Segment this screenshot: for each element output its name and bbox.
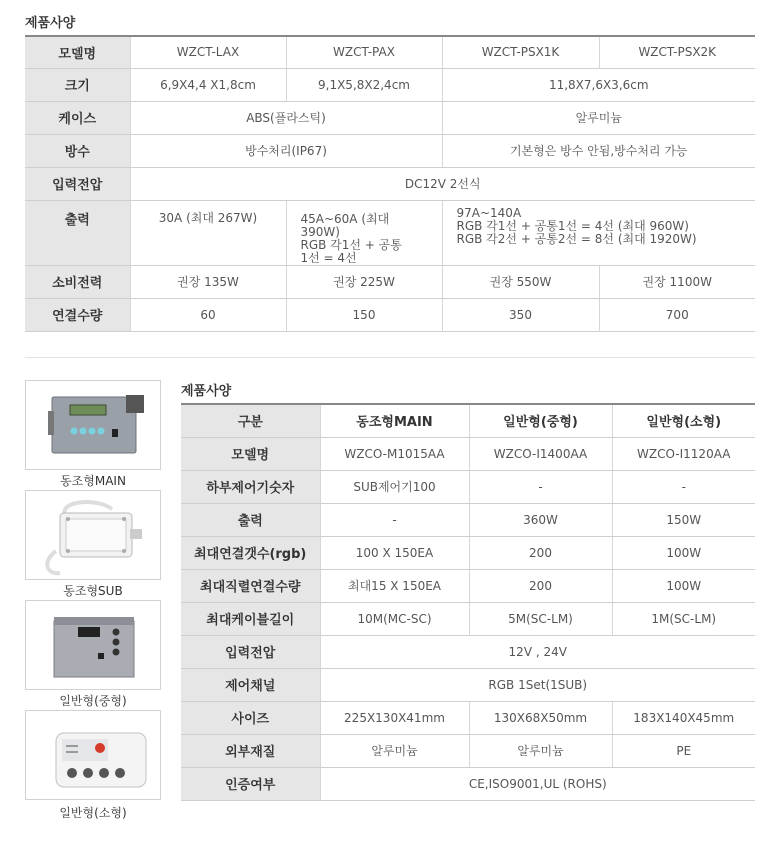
cell-waterproof-12: 방수처리(IP67) bbox=[130, 134, 442, 167]
cell-connect-3: 350 bbox=[442, 298, 599, 331]
label-output2: 출력 bbox=[181, 503, 320, 536]
header-main: 동조형MAIN bbox=[320, 404, 469, 437]
cell-output2-1: - bbox=[320, 503, 469, 536]
output-2-line-3: 1선 = 4선 bbox=[300, 250, 357, 265]
row-connect bbox=[25, 298, 755, 331]
label-channel: 제어채널 bbox=[181, 668, 320, 701]
output-34-line-3: RGB 각2선 + 공통2선 = 8선 (최대 1920W) bbox=[456, 231, 697, 246]
header-medium: 일반형(중형) bbox=[469, 404, 612, 437]
caption-small: 일반형(소형) bbox=[59, 806, 127, 820]
row-channel bbox=[181, 668, 755, 701]
cell-maxserial-1: 최대15 X 150EA bbox=[320, 569, 469, 602]
cell-voltage2-all: 12V , 24V bbox=[320, 635, 755, 668]
caption-main: 동조형MAIN bbox=[60, 474, 126, 488]
label-size: 크기 bbox=[25, 68, 130, 101]
cell-size-2: 9,1X5,8X2,4cm bbox=[286, 68, 442, 101]
cell-material-1: 알루미늄 bbox=[320, 734, 469, 767]
cell-size2-3: 183X140X45mm bbox=[612, 701, 755, 734]
output-34-line-2: RGB 각1선 + 공통1선 = 4선 (최대 960W) bbox=[456, 218, 689, 233]
cell-size-34: 11,8X7,6X3,6cm bbox=[442, 68, 755, 101]
cell-maxconn-3: 100W bbox=[612, 536, 755, 569]
cell-channel-all: RGB 1Set(1SUB) bbox=[320, 668, 755, 701]
label-category: 구분 bbox=[181, 404, 320, 437]
header-small: 일반형(소형) bbox=[612, 404, 755, 437]
spec-table-bottom bbox=[181, 403, 755, 801]
label-case: 케이스 bbox=[25, 101, 130, 134]
row-maxconn bbox=[181, 536, 755, 569]
cell-sub-2: - bbox=[469, 470, 612, 503]
row-size2 bbox=[181, 701, 755, 734]
cell-cable-3: 1M(SC-LM) bbox=[612, 602, 755, 635]
row-output2 bbox=[181, 503, 755, 536]
cell-case-34: 알루미늄 bbox=[442, 101, 755, 134]
cell-maxserial-3: 100W bbox=[612, 569, 755, 602]
cell-model-2: WZCT-PAX bbox=[286, 36, 442, 68]
label-waterproof: 방수 bbox=[25, 134, 130, 167]
cell-size2-2: 130X68X50mm bbox=[469, 701, 612, 734]
cell-output-34 bbox=[442, 200, 755, 265]
label-sub: 하부제어기숫자 bbox=[181, 470, 320, 503]
cell-model2-1: WZCO-M1015AA bbox=[320, 437, 469, 470]
cell-power-1: 권장 135W bbox=[130, 265, 286, 298]
row-sub bbox=[181, 470, 755, 503]
row-cert bbox=[181, 767, 755, 800]
cell-model-1: WZCT-LAX bbox=[130, 36, 286, 68]
row-waterproof bbox=[25, 134, 755, 167]
label-maxserial: 최대직렬연결수량 bbox=[181, 569, 320, 602]
cell-sub-3: - bbox=[612, 470, 755, 503]
label-model: 모델명 bbox=[25, 36, 130, 68]
row-maxserial bbox=[181, 569, 755, 602]
row-power bbox=[25, 265, 755, 298]
cell-waterproof-34: 기본형은 방수 안됨,방수처리 가능 bbox=[442, 134, 755, 167]
cell-cable-1: 10M(MC-SC) bbox=[320, 602, 469, 635]
row-cable bbox=[181, 602, 755, 635]
label-voltage2: 입력전압 bbox=[181, 635, 320, 668]
row-case bbox=[25, 101, 755, 134]
row-model bbox=[25, 36, 755, 68]
row-material bbox=[181, 734, 755, 767]
cell-voltage-all: DC12V 2선식 bbox=[130, 167, 755, 200]
controller-sub-icon bbox=[25, 490, 161, 580]
controller-medium-icon bbox=[25, 600, 161, 690]
row-voltage bbox=[25, 167, 755, 200]
cell-output2-3: 150W bbox=[612, 503, 755, 536]
cell-output-2 bbox=[286, 200, 442, 265]
cell-cert-all: CE,ISO9001,UL (ROHS) bbox=[320, 767, 755, 800]
label-size2: 사이즈 bbox=[181, 701, 320, 734]
cell-model-4: WZCT-PSX2K bbox=[599, 36, 755, 68]
label-voltage: 입력전압 bbox=[25, 167, 130, 200]
section-divider bbox=[25, 357, 755, 358]
label-power: 소비전력 bbox=[25, 265, 130, 298]
spec-title-top: 제품사양 bbox=[25, 16, 76, 31]
controller-main-icon bbox=[25, 380, 161, 470]
caption-medium: 일반형(중형) bbox=[59, 694, 127, 708]
cell-size2-1: 225X130X41mm bbox=[320, 701, 469, 734]
label-model2: 모델명 bbox=[181, 437, 320, 470]
cell-cable-2: 5M(SC-LM) bbox=[469, 602, 612, 635]
output-34-line-1: 97A~140A bbox=[456, 205, 522, 220]
spec-title-bottom: 제품사양 bbox=[181, 384, 232, 399]
cell-power-4: 권장 1100W bbox=[599, 265, 755, 298]
header-row bbox=[181, 404, 755, 437]
label-cert: 인증여부 bbox=[181, 767, 320, 800]
cell-power-3: 권장 550W bbox=[442, 265, 599, 298]
cell-power-2: 권장 225W bbox=[286, 265, 442, 298]
cell-material-3: PE bbox=[612, 734, 755, 767]
caption-sub: 동조형SUB bbox=[63, 584, 123, 598]
cell-sub-1: SUB제어기100 bbox=[320, 470, 469, 503]
cell-material-2: 알루미늄 bbox=[469, 734, 612, 767]
row-voltage2 bbox=[181, 635, 755, 668]
cell-maxserial-2: 200 bbox=[469, 569, 612, 602]
label-cable: 최대케이블길이 bbox=[181, 602, 320, 635]
cell-output2-2: 360W bbox=[469, 503, 612, 536]
cell-model2-3: WZCO-I1120AA bbox=[612, 437, 755, 470]
cell-model-3: WZCT-PSX1K bbox=[442, 36, 599, 68]
cell-connect-2: 150 bbox=[286, 298, 442, 331]
row-output bbox=[25, 200, 755, 265]
label-maxconn: 최대연결갯수(rgb) bbox=[181, 536, 320, 569]
cell-output-1: 30A (최대 267W) bbox=[130, 200, 286, 265]
controller-small-icon bbox=[25, 710, 161, 800]
cell-size-1: 6,9X4,4 X1,8cm bbox=[130, 68, 286, 101]
cell-connect-1: 60 bbox=[130, 298, 286, 331]
label-output: 출력 bbox=[25, 200, 130, 265]
output-2-line-1: 45A~60A (최대 390W) bbox=[300, 211, 390, 239]
cell-maxconn-2: 200 bbox=[469, 536, 612, 569]
cell-maxconn-1: 100 X 150EA bbox=[320, 536, 469, 569]
spec-table-top bbox=[25, 35, 755, 332]
cell-model2-2: WZCO-I1400AA bbox=[469, 437, 612, 470]
row-model2 bbox=[181, 437, 755, 470]
label-material: 외부재질 bbox=[181, 734, 320, 767]
row-size bbox=[25, 68, 755, 101]
cell-connect-4: 700 bbox=[599, 298, 755, 331]
cell-case-12: ABS(플라스틱) bbox=[130, 101, 442, 134]
label-connect: 연결수량 bbox=[25, 298, 130, 331]
output-2-line-2: RGB 각1선 + 공통 bbox=[300, 237, 402, 252]
